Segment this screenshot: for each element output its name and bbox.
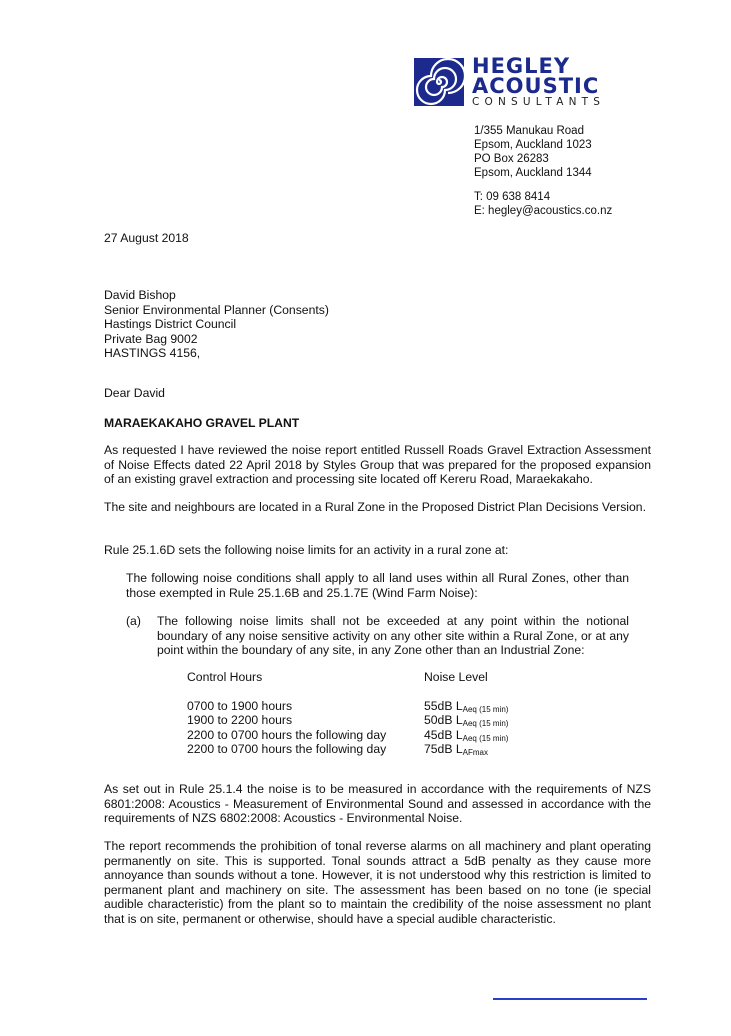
company-logo-mark [414, 58, 464, 106]
phone-line: T: 09 638 8414 [474, 191, 551, 203]
address-line: Epsom, Auckland 1344 [474, 167, 592, 179]
salutation: Dear David [104, 386, 165, 400]
paragraph-recommendation: The report recommends the prohibition of tonal reverse alarms on all machinery and plant operating permanently on site. This is supported. Tonal sounds attract a 5dB penalty as they cause more annoyance than sounds without a tone. However, it is not understood why this restriction is limited to permanent plant and machinery on site. The assessment has been based on no tone (ie special audible characteristic) from the plant so to maintain the credibility of the noise assessment no plant that is on site, permanent or otherwise, should have a special audible characteristic. [104, 839, 651, 926]
paragraph-zone: The site and neighbours are located in a Rural Zone in the Proposed District Plan Decisions Version. [104, 500, 646, 514]
noise-level-cell: 55dB $L_{Aeq (15 min)}$ [424, 698, 509, 714]
address-line: PO Box 26283 [474, 153, 549, 165]
address-line: Epsom, Auckland 1023 [474, 139, 592, 151]
control-hours-cell: 2200 to 0700 hours the following day [187, 742, 387, 756]
control-hours-cell: 1900 to 2200 hours [187, 713, 293, 727]
quoted-rule-text: The following noise conditions shall apply to all land uses within all Rural Zones, other than those exempted in Rule 25.1.6B and 25.1.7E (Wind Farm Noise): [126, 571, 629, 600]
control-hours-cell: 2200 to 0700 hours the following day [187, 727, 387, 742]
column-header: Control Hours [187, 670, 263, 684]
email-line: E: hegley@acoustics.co.nz [474, 205, 613, 217]
recipient-line: Senior Environmental Planner (Consents) [104, 302, 329, 317]
paragraph-measurement: As set out in Rule 25.1.4 the noise is to be measured in accordance with the requirements of NZS 6801:2008: Acoustics - Measurement of Environmental Sound and assessed in accordance with the requirements of NZS 6802:2008: Acoustics - Environmental Noise. [104, 782, 651, 825]
recipient-line: Private Bag 9002 [104, 331, 198, 346]
recipient-line: Hastings District Council [104, 317, 237, 331]
recipient-block [104, 288, 329, 361]
sender-address [474, 124, 592, 180]
logo-wordmark-line2: ACOUSTIC [472, 74, 600, 98]
sender-contact [474, 190, 612, 218]
rule-item-a [126, 614, 629, 658]
column-header: Noise Level [424, 670, 488, 684]
item-label: (a) [126, 614, 141, 628]
logo-wordmark-line1: HEGLEY [472, 54, 571, 78]
recipient-line: HASTINGS 4156, [104, 346, 201, 360]
paragraph-intro: As requested I have reviewed the noise report entitled Russell Roads Gravel Extraction Assessment of Noise Effects dated 22 April 2018 by Styles Group that was prepared for the proposed expansion of an existing gravel extraction and processing site located off Kereru Road, Maraekakaho. [104, 443, 651, 486]
noise-level-cell: 75dB $L_{AFmax}$ [424, 742, 488, 757]
address-line: 1/355 Manukau Road [474, 125, 584, 137]
logo-wordmark-line3: CONSULTANTS [472, 96, 606, 108]
footer-rule [493, 998, 647, 1000]
item-text: The following noise limits shall not be exceeded at any point within the notional boundary of any noise sensitive activity on any other site within a Rural Zone, or at any point within the boundary of any site, in any Zone other than an Industrial Zone: [157, 614, 629, 657]
noise-level-cell: 50dB $L_{Aeq (15 min)}$ [424, 713, 509, 728]
noise-level-cell: 45dB $L_{Aeq (15 min)}$ [424, 727, 509, 743]
letter-date: 27 August 2018 [104, 231, 189, 245]
paragraph-rule: Rule 25.1.6D sets the following noise limits for an activity in a rural zone at: [104, 543, 509, 557]
control-hours-cell: 0700 to 1900 hours [187, 698, 293, 713]
letter-heading: MARAEKAKAHO GRAVEL PLANT [104, 416, 300, 430]
recipient-line: David Bishop [104, 288, 176, 302]
spiral-logo-icon [414, 58, 464, 106]
